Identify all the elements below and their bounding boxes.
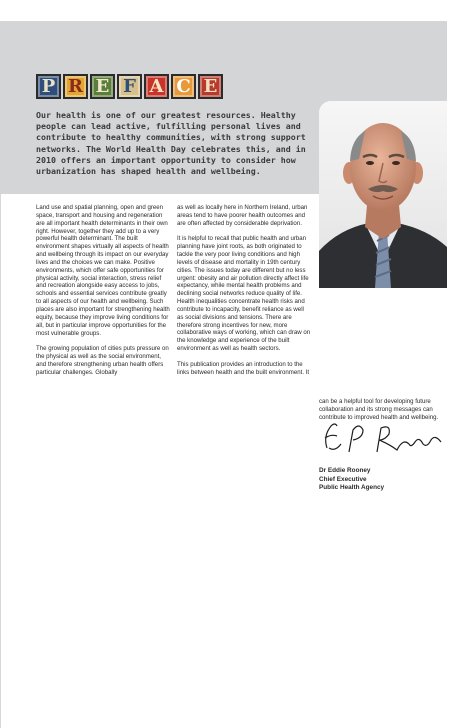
heading-letter-block: A <box>144 74 169 99</box>
heading-letter-block: E <box>90 74 115 99</box>
signer-title: Chief Executive <box>319 475 367 483</box>
signer-block <box>319 467 447 493</box>
preface-heading <box>36 74 223 99</box>
handwritten-signature <box>319 418 447 458</box>
signer-organisation: Public Health Agency <box>319 484 385 492</box>
portrait-illustration <box>319 101 447 288</box>
body-column-1 <box>36 204 170 384</box>
heading-letter-block: E <box>198 74 223 99</box>
portrait-photo <box>319 101 447 288</box>
intro-paragraph: Our health is one of our greatest resources. Healthy people can lead active, fulfilling personal lives and contribute to healthy communities, with strong support networks. The World Health Day celebrates this, and in 2010 offers an important opportunity to consider how urbanization has shaped health and wellbeing. <box>36 110 306 177</box>
paragraph: as well as locally here in Northern Ireland, urban areas tend to have poorer health outcomes and are often affected by considerable deprivation. <box>177 204 308 227</box>
heading-letter-block: F <box>117 74 142 99</box>
paragraph: Land use and spatial planning, open and green space, transport and housing and regeneration are all important health determinants in their own right. However, together they add up to a very powerful health determinant. The built environment shapes virtually all aspects of health and wellbeing through its impact on our everyday lives and the choices we can make. Positive environments, which offer safe opportunities for physical activity, social interaction, stress relief and recreation alongside easy access to jobs, schools and essential services contribute greatly to all aspects of our health and wellbeing. Such places are also important for strengthening health equity, because they improve living conditions for all, but in particular improve opportunities for the most vulnerable groups. <box>36 204 170 337</box>
page-edge-line <box>0 194 1 728</box>
signer-name: Dr Eddie Rooney <box>319 467 371 474</box>
paragraph: The growing population of cities puts pressure on the physical as well as the social environment, and therefore strengthening urban health offers particular challenges. Globally <box>36 345 169 376</box>
heading-letter-block: R <box>63 74 88 99</box>
body-column-2 <box>177 204 312 384</box>
heading-letter-block: C <box>171 74 196 99</box>
paragraph: It is helpful to recall that public health and urban planning have joint roots, as both originated to tackle the very poor living conditions and high levels of disease and mortality in 19th century cities. The issues today are different but no less urgent: obesity and air pollution directly affect life expectancy, while mental health problems and declining social networks reduce quality of life. Health inequalities concentrate health risks and contribute to incapacity, benefit reliance as well as social divisions and tensions. There are therefore strong incentives for new, more collaborative ways of working, which can draw on the knowledge and experience of the built environment as well as health sectors. <box>177 235 311 353</box>
paragraph: can be a helpful tool for developing future collaboration and its strong messages can contribute to improved health and wellbeing. <box>319 398 439 421</box>
heading-letter-block: P <box>36 74 61 99</box>
paragraph: This publication provides an introduction to the links between health and the built environment. It <box>177 360 310 376</box>
